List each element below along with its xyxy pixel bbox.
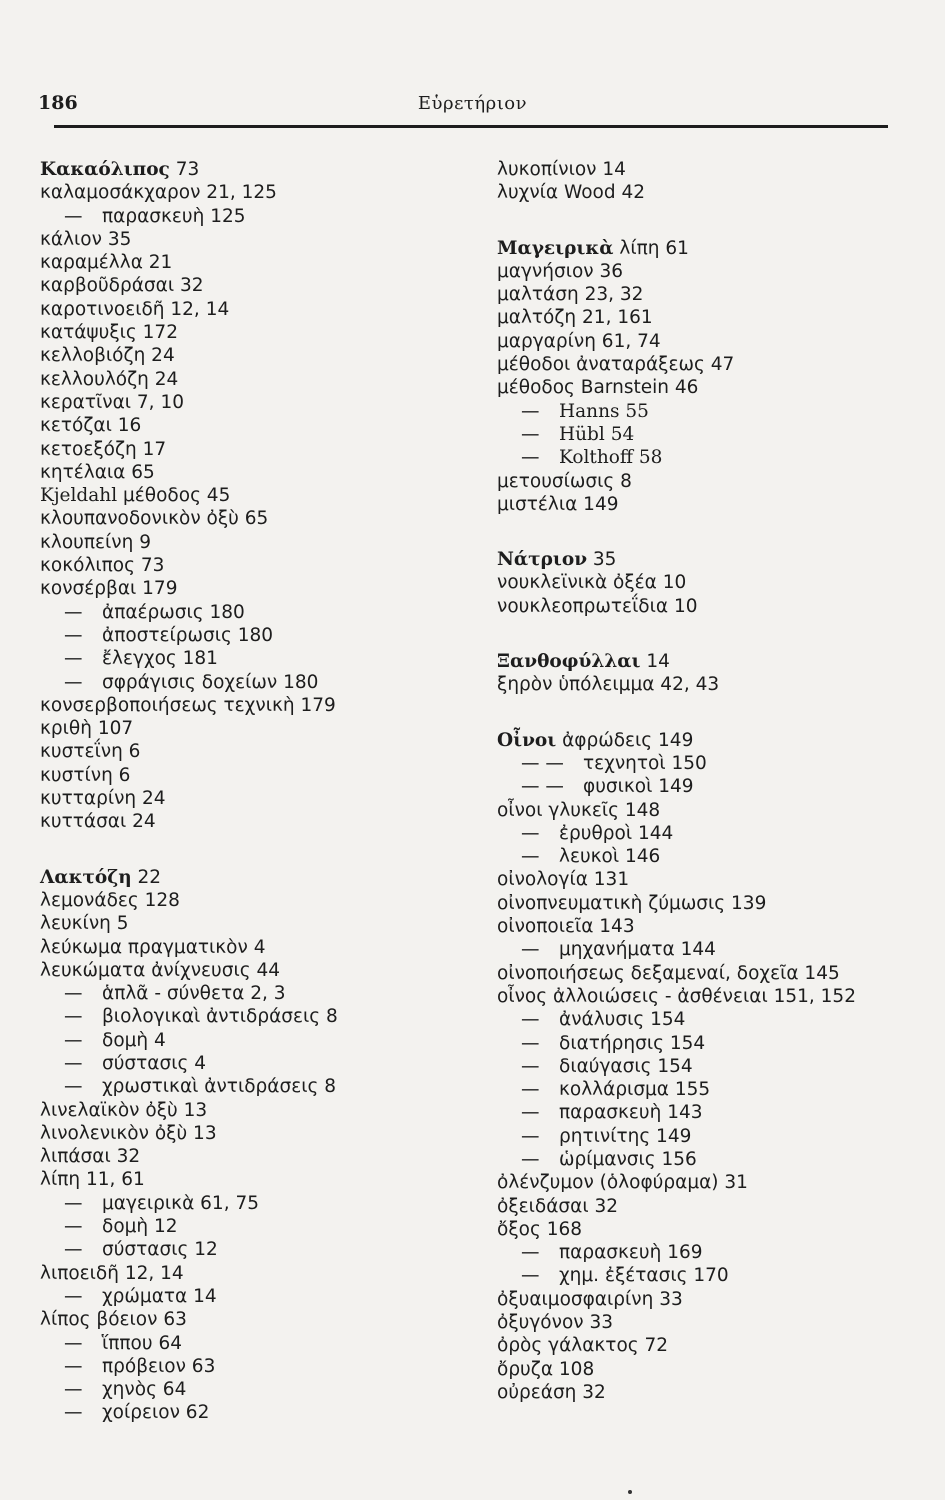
sub-entry-dash: — xyxy=(521,822,540,844)
index-entry xyxy=(40,936,470,959)
sub-entry-dash: — xyxy=(64,1076,83,1098)
index-entry xyxy=(40,1005,470,1028)
index-entry xyxy=(497,650,927,673)
entry-text: δομὴ 12 xyxy=(102,1216,178,1238)
index-entry xyxy=(40,205,470,228)
index-entry xyxy=(40,810,470,833)
index-entry xyxy=(40,1238,470,1261)
sub-entry-dash: — xyxy=(521,423,540,445)
entry-text: κλουπανοδονικὸν ὀξὺ 65 xyxy=(40,508,269,530)
sub-entry-dash: — xyxy=(521,1125,540,1147)
page-number: 186 xyxy=(38,92,78,114)
index-entry xyxy=(497,548,927,571)
entry-text: μαλτάση 23, 32 xyxy=(497,284,644,306)
index-entry xyxy=(497,1148,927,1171)
index-entry xyxy=(40,158,470,181)
entry-text: λυχνία Wood 42 xyxy=(497,182,646,204)
entry-text: κελλουλόζη 24 xyxy=(40,368,179,390)
index-entry xyxy=(40,368,470,391)
entry-text: κλουπείνη 9 xyxy=(40,531,151,553)
sub-entry-dash: — xyxy=(64,1355,83,1377)
entry-text: οἰνοπνευματικὴ ζύμωσις 139 xyxy=(497,892,767,914)
index-entry xyxy=(497,1078,927,1101)
index-entry xyxy=(497,400,927,423)
entry-text: φυσικοὶ 149 xyxy=(583,776,694,798)
section-headword: Κακαόλιπος xyxy=(40,159,170,180)
entry-text: κελλοβιόζη 24 xyxy=(40,345,175,367)
index-entry xyxy=(497,915,927,938)
entry-text: καρβοῦδράσαι 32 xyxy=(40,275,204,297)
section-gap xyxy=(497,697,927,729)
entry-text: ξηρὸν ὑπόλειμμα 42, 43 xyxy=(497,674,720,696)
index-entry xyxy=(497,1008,927,1031)
entry-text: λευκίνη 5 xyxy=(40,913,129,935)
section-headword: Μαγειρικὰ xyxy=(497,237,614,259)
section-headword: Ξανθοφύλλαι xyxy=(497,651,641,673)
entry-text: κονσέρβαι 179 xyxy=(40,578,178,600)
sub-entry-dash: — xyxy=(64,1006,83,1028)
sub-entry-dash: — xyxy=(64,648,83,670)
entry-text: ὀρὸς γάλακτος 72 xyxy=(497,1335,669,1357)
entry-text: κητέλαια 65 xyxy=(40,461,155,483)
sub-entry-dash: — xyxy=(521,1242,540,1264)
speck-mark xyxy=(628,1490,632,1494)
index-entry xyxy=(40,274,470,297)
entry-text: ὀξυαιμοσφαιρίνη 33 xyxy=(497,1288,683,1310)
index-entry xyxy=(40,717,470,740)
entry-text: ὀξειδάσαι 32 xyxy=(497,1195,619,1217)
latin-term: Kjeldahl xyxy=(40,485,118,507)
entry-text: ὡρίμανσις 156 xyxy=(559,1148,697,1170)
entry-text: ὄρυζα 108 xyxy=(497,1358,595,1380)
entry-text: λίπος βόειον 63 xyxy=(40,1309,187,1331)
sub-entry-dash: — — xyxy=(521,776,564,798)
entry-text: λίπη 11, 61 xyxy=(40,1169,145,1191)
index-entry xyxy=(497,985,927,1008)
latin-term: Hanns 55 xyxy=(559,400,649,422)
index-entry xyxy=(40,624,470,647)
entry-text: ὄξος 168 xyxy=(497,1218,583,1240)
index-entry xyxy=(497,260,927,283)
sub-entry-dash: — xyxy=(64,1052,83,1074)
index-entry xyxy=(497,1055,927,1078)
entry-text: ἁπλᾶ - σύνθετα 2, 3 xyxy=(102,983,286,1005)
entry-text: λιπάσαι 32 xyxy=(40,1146,141,1168)
entry-text: χημ. ἐξέτασις 170 xyxy=(559,1265,729,1287)
entry-text: δομὴ 4 xyxy=(102,1029,166,1051)
sub-entry-dash: — xyxy=(521,1102,540,1124)
entry-text: μιστέλια 149 xyxy=(497,493,619,515)
sub-entry-dash: — xyxy=(64,1239,83,1261)
index-entry xyxy=(40,1285,470,1308)
entry-text: κονσερβοποιήσεως τεχνικὴ 179 xyxy=(40,694,336,716)
entry-text: λυκοπίνιον 14 xyxy=(497,159,626,180)
index-entry xyxy=(497,729,927,752)
index-entry xyxy=(40,554,470,577)
entry-text: οἰνοποιεῖα 143 xyxy=(497,916,635,938)
entry-text: κυτταρίνη 24 xyxy=(40,788,166,810)
index-entry xyxy=(497,938,927,961)
index-entry xyxy=(497,962,927,985)
index-entry xyxy=(497,1311,927,1334)
entry-text: καλαμοσάκχαρον 21, 125 xyxy=(40,182,277,204)
section-gap xyxy=(497,618,927,650)
index-entry xyxy=(40,1075,470,1098)
sub-entry-dash: — xyxy=(64,1192,83,1214)
sub-entry-dash: — xyxy=(64,1402,83,1424)
entry-text: σύστασις 4 xyxy=(102,1052,206,1074)
entry-text: διατήρησις 154 xyxy=(559,1032,706,1054)
entry-text: κοκόλιπος 73 xyxy=(40,555,165,577)
sub-entry-dash: — xyxy=(521,1055,540,1077)
sub-entry-dash: — xyxy=(521,1079,540,1101)
entry-text: 22 xyxy=(131,866,162,888)
entry-text: μαγειρικὰ 61, 75 xyxy=(102,1192,259,1214)
entry-text: ἀποστείρωσις 180 xyxy=(102,624,274,646)
index-entry xyxy=(497,1241,927,1264)
entry-text: λεμονάδες 128 xyxy=(40,889,180,911)
entry-text: κολλάρισμα 155 xyxy=(559,1079,711,1101)
index-entry xyxy=(40,647,470,670)
index-entry xyxy=(40,321,470,344)
entry-text: ἀπαέρωσις 180 xyxy=(102,601,245,623)
index-entry xyxy=(40,889,470,912)
index-entry xyxy=(40,461,470,484)
sub-entry-dash: — xyxy=(64,1332,83,1354)
index-entry xyxy=(40,507,470,530)
entry-text: λιποειδῆ 12, 14 xyxy=(40,1262,184,1284)
index-entry xyxy=(497,1032,927,1055)
sub-entry-dash: — xyxy=(521,1265,540,1287)
entry-text: οἶνοι γλυκεῖς 148 xyxy=(497,799,661,821)
index-entry xyxy=(40,1029,470,1052)
entry-text: ρητινίτης 149 xyxy=(559,1125,692,1147)
index-entry xyxy=(497,1358,927,1381)
index-entry xyxy=(40,1168,470,1191)
index-entry xyxy=(40,181,470,204)
index-entry xyxy=(497,775,927,798)
index-entry xyxy=(40,1145,470,1168)
entry-text: οὐρεάση 32 xyxy=(497,1381,606,1403)
entry-text: τεχνητοὶ 150 xyxy=(583,752,707,774)
entry-text: ἀνάλυσις 154 xyxy=(559,1009,686,1031)
entry-text: καραμέλλα 21 xyxy=(40,252,173,274)
entry-text: μέθοδος 45 xyxy=(117,485,231,507)
entry-text: σύστασις 12 xyxy=(102,1239,218,1261)
sub-entry-dash: — xyxy=(64,624,83,646)
index-entry xyxy=(40,740,470,763)
index-entry xyxy=(40,391,470,414)
entry-text: κετόζαι 16 xyxy=(40,415,142,437)
entry-text: ὀλένζυμον (ὁλοφύραμα) 31 xyxy=(497,1172,748,1194)
section-gap xyxy=(497,516,927,548)
index-entry xyxy=(40,866,470,889)
section-headword: Οἶνοι xyxy=(497,729,557,751)
section-headword: Νάτριον xyxy=(497,549,588,571)
index-entry xyxy=(497,423,927,446)
entry-text: μαργαρίνη 61, 74 xyxy=(497,330,661,352)
index-entry xyxy=(497,1288,927,1311)
entry-text: ἐρυθροὶ 144 xyxy=(559,822,674,844)
entry-text: κριθὴ 107 xyxy=(40,718,134,740)
index-entry xyxy=(497,376,927,399)
index-entry xyxy=(40,694,470,717)
entry-text: κετοεξόζη 17 xyxy=(40,438,167,460)
entry-text: ἵππου 64 xyxy=(102,1332,182,1354)
entry-text: οἰνολογία 131 xyxy=(497,869,630,891)
entry-text: ἔλεγχος 181 xyxy=(102,648,218,670)
index-entry xyxy=(40,298,470,321)
entry-text: κυστίνη 6 xyxy=(40,764,131,786)
sub-entry-dash: — xyxy=(64,205,83,227)
index-entry xyxy=(497,868,927,891)
index-entry xyxy=(40,982,470,1005)
section-gap xyxy=(497,205,927,237)
sub-entry-dash: — xyxy=(521,1032,540,1054)
sub-entry-dash: — — xyxy=(521,752,564,774)
index-entry xyxy=(40,251,470,274)
entry-text: μετουσίωσις 8 xyxy=(497,470,632,492)
index-entry xyxy=(40,228,470,251)
index-entry xyxy=(497,1218,927,1241)
entry-text: μαγνήσιον 36 xyxy=(497,260,624,282)
entry-text: σφράγισις δοχείων 180 xyxy=(102,671,319,693)
entry-text: μέθοδοι ἀναταράξεως 47 xyxy=(497,354,735,376)
index-entry xyxy=(40,1262,470,1285)
index-entry xyxy=(497,1171,927,1194)
index-entry xyxy=(497,845,927,868)
index-entry xyxy=(40,1215,470,1238)
index-entry xyxy=(497,673,927,696)
index-entry xyxy=(497,595,927,618)
index-entry xyxy=(40,671,470,694)
index-entry xyxy=(40,1099,470,1122)
index-entry xyxy=(497,892,927,915)
index-entry xyxy=(497,1125,927,1148)
entry-text: λεύκωμα πραγματικὸν 4 xyxy=(40,936,266,958)
entry-text: λευκοὶ 146 xyxy=(559,846,661,868)
index-entry xyxy=(497,571,927,594)
section-gap xyxy=(40,834,470,866)
sub-entry-dash: — xyxy=(64,983,83,1005)
index-entry xyxy=(497,470,927,493)
entry-text: βιολογικαὶ ἀντιδράσεις 8 xyxy=(102,1006,338,1028)
index-entry xyxy=(40,601,470,624)
index-entry xyxy=(40,577,470,600)
index-entry xyxy=(497,181,927,204)
sub-entry-dash: — xyxy=(521,939,540,961)
latin-term: Hübl 54 xyxy=(559,423,635,445)
entry-text: χρωστικαὶ ἀντιδράσεις 8 xyxy=(102,1076,336,1098)
index-entry xyxy=(40,1192,470,1215)
entry-text: 35 xyxy=(587,549,617,571)
entry-text: κυστεΐνη 6 xyxy=(40,741,141,763)
entry-text: ἀφρώδεις 149 xyxy=(556,729,694,751)
sub-entry-dash: — xyxy=(521,1009,540,1031)
index-entry xyxy=(40,1332,470,1355)
index-entry xyxy=(40,912,470,935)
index-entry xyxy=(40,959,470,982)
index-entry xyxy=(40,764,470,787)
section-headword: Λακτόζη xyxy=(40,866,132,888)
entry-text: παρασκευὴ 143 xyxy=(559,1102,703,1124)
index-entry xyxy=(40,787,470,810)
index-entry xyxy=(40,1052,470,1075)
entry-text: νουκλεϊνικὰ ὀξέα 10 xyxy=(497,572,687,594)
index-entry xyxy=(497,1101,927,1124)
index-entry xyxy=(40,1122,470,1145)
index-column-left xyxy=(40,158,470,1425)
index-entry xyxy=(497,1381,927,1404)
entry-text: κερατῖναι 7, 10 xyxy=(40,391,184,413)
index-entry xyxy=(40,1378,470,1401)
sub-entry-dash: — xyxy=(64,671,83,693)
sub-entry-dash: — xyxy=(521,1148,540,1170)
entry-text: κάλιον 35 xyxy=(40,228,132,250)
index-entry xyxy=(497,1334,927,1357)
index-entry xyxy=(497,283,927,306)
entry-text: κατάψυξις 172 xyxy=(40,322,178,344)
index-entry xyxy=(40,414,470,437)
index-entry xyxy=(40,484,470,507)
sub-entry-dash: — xyxy=(64,1029,83,1051)
index-entry xyxy=(497,822,927,845)
entry-text: μαλτόζη 21, 161 xyxy=(497,307,653,329)
index-entry xyxy=(497,330,927,353)
index-entry xyxy=(497,1195,927,1218)
index-entry xyxy=(40,1355,470,1378)
entry-text: παρασκευὴ 125 xyxy=(102,205,246,227)
entry-text: ὀξυγόνον 33 xyxy=(497,1312,614,1334)
index-entry xyxy=(40,1308,470,1331)
entry-text: οἶνος ἀλλοιώσεις - ἀσθένειαι 151, 152 xyxy=(497,985,856,1007)
index-entry xyxy=(40,1401,470,1424)
entry-text: λευκώματα ἀνίχνευσις 44 xyxy=(40,959,281,981)
header-rule xyxy=(54,125,888,128)
index-entry xyxy=(497,353,927,376)
entry-text: 14 xyxy=(640,651,670,673)
index-entry xyxy=(497,799,927,822)
running-head: Εὑρετήριον xyxy=(417,93,528,114)
latin-term: Kolthoff 58 xyxy=(559,447,663,469)
sub-entry-dash: — xyxy=(64,1216,83,1238)
entry-text: λίπη 61 xyxy=(613,237,689,259)
index-entry xyxy=(497,158,927,181)
entry-text: λινελαϊκὸν ὀξὺ 13 xyxy=(40,1099,208,1121)
index-entry xyxy=(497,306,927,329)
index-entry xyxy=(497,237,927,260)
index-entry xyxy=(40,438,470,461)
index-entry xyxy=(497,752,927,775)
entry-text: μέθοδος Barnstein 46 xyxy=(497,377,699,399)
index-entry xyxy=(497,446,927,469)
index-entry xyxy=(40,531,470,554)
index-entry xyxy=(40,344,470,367)
sub-entry-dash: — xyxy=(64,601,83,623)
entry-text: χρώματα 14 xyxy=(102,1285,217,1307)
entry-text: οἰνοποιήσεως δεξαμεναί, δοχεῖα 145 xyxy=(497,962,840,984)
sub-entry-dash: — xyxy=(64,1285,83,1307)
index-entry xyxy=(497,493,927,516)
sub-entry-dash: — xyxy=(64,1379,83,1401)
entry-text: 73 xyxy=(169,159,200,180)
entry-text: νουκλεοπρωτεΐδια 10 xyxy=(497,595,698,617)
entry-text: κυττάσαι 24 xyxy=(40,811,156,833)
sub-entry-dash: — xyxy=(521,447,540,469)
entry-text: παρασκευὴ 169 xyxy=(559,1242,703,1264)
entry-text: χηνὸς 64 xyxy=(102,1379,187,1401)
entry-text: χοίρειον 62 xyxy=(102,1402,210,1424)
index-column-right xyxy=(497,158,927,1404)
entry-text: καροτινοειδῆ 12, 14 xyxy=(40,298,230,320)
entry-text: λινολενικὸν ὀξὺ 13 xyxy=(40,1122,217,1144)
sub-entry-dash: — xyxy=(521,846,540,868)
entry-text: μηχανήματα 144 xyxy=(559,939,716,961)
sub-entry-dash: — xyxy=(521,400,540,422)
entry-text: διαύγασις 154 xyxy=(559,1055,693,1077)
index-entry xyxy=(497,1264,927,1287)
entry-text: πρόβειον 63 xyxy=(102,1355,216,1377)
